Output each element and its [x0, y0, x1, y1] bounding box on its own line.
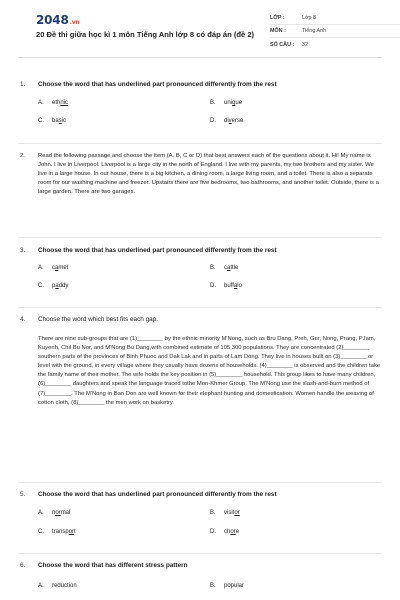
- page-header: [18, 0, 382, 58]
- question-4: [18, 315, 382, 408]
- meta-label: SỐ CÂU :: [270, 41, 295, 48]
- logo-suffix: .vn: [69, 19, 80, 26]
- question-number: 4.: [20, 316, 26, 323]
- answer-option-b[interactable]: B. cattle: [210, 265, 239, 271]
- answer-option-d[interactable]: D. buffalo: [210, 283, 242, 289]
- question-2: [18, 152, 382, 197]
- question-number: 2.: [20, 153, 25, 159]
- site-logo[interactable]: [36, 13, 79, 27]
- meta-value: Lớp 8: [302, 15, 317, 21]
- page-title: 20 Đề thi giữa học kì 1 môn Tiếng Anh lớp 8 có đáp án (đề 2): [36, 30, 255, 39]
- question-5: [18, 490, 382, 548]
- reading-passage: There are nine sub-groups that are (1)________ by the ethnic minority M'Nong, such as Bru Dang, Preh, Ger, Nong, Prang, PJam, Kuyenh, Chil Bu Nor, and M'Nong Bu Dang,with combined estimate of 105,300 populations. They are concentrated (2)________ southern parts of the provinces of Binh Phuoc and Dak Lak and in parts of Lam Dong. They live in houses built on (3)________ or level with the ground, in every village where they usually have dozens of households. (4)________ is observed and the children take the family name of their mother. The wife holds the key position in (5)________ household. This group likes to have many children, (6)________ daughters and speak the language traced tothe Mon-Khmer Group. The M'Nong use the slash-and-burn method of (7)________. The M'Nong in Ban Don are well known for their elephant hunting and domestication. Women handle the weaving of cotton cloth, (8)________ the men work on basketry.: [38, 336, 381, 406]
- question-prompt: Choose the word that has underlined part pronounced differently from the rest: [38, 247, 277, 254]
- divider: [18, 307, 382, 308]
- answer-option-b[interactable]: B. visitor: [210, 510, 240, 516]
- answer-option-a[interactable]: A. reduction: [38, 583, 77, 589]
- question-prompt: Choose the word that has underlined part pronounced differently from the rest: [38, 491, 277, 498]
- meta-row-subject: [270, 25, 400, 38]
- answer-option-c[interactable]: C. paddy: [38, 283, 69, 289]
- divider: [18, 553, 382, 554]
- answer-option-c[interactable]: C. transport: [38, 529, 76, 535]
- question-prompt: Choose the word which best fits each gap.: [38, 316, 159, 323]
- meta-value: 32: [302, 41, 308, 48]
- divider: [18, 482, 382, 483]
- meta-label: LỚP :: [270, 15, 285, 21]
- question-3: [18, 246, 382, 303]
- answer-option-a[interactable]: A. camel: [38, 265, 69, 271]
- answer-option-a[interactable]: A. normal: [38, 510, 71, 516]
- divider: [18, 237, 382, 238]
- question-6: [18, 561, 382, 600]
- question-1: [18, 80, 382, 138]
- exam-meta: [270, 12, 400, 51]
- logo-text: 2048: [36, 13, 69, 27]
- answer-option-a[interactable]: A. ethnic: [38, 100, 69, 106]
- meta-row-grade: [270, 12, 400, 25]
- answer-option-d[interactable]: D. chore: [210, 529, 240, 535]
- meta-value: Tiếng Anh: [302, 28, 327, 34]
- question-number: 5.: [20, 491, 26, 498]
- answer-option-d[interactable]: D. diverse: [210, 118, 244, 124]
- question-number: 6.: [20, 562, 26, 569]
- meta-label: MÔN :: [270, 28, 286, 34]
- meta-row-count: [270, 38, 400, 51]
- divider: [18, 143, 382, 144]
- question-prompt: Choose the word that has underlined part pronounced differently from the rest: [38, 81, 277, 88]
- question-passage: Read the following passage and choose the item (A, B, C or D) that best answers each of the questions about it. Hi! My name is John. I live in Liverpool. Liverpool is a large city in the north of England. I live with my parents, my two brothers and my sister. We live in a large house. In our house, there is a big kitchen, a dining room, a large living room, and a toilet. There is also a separate room for our washing machine and freezer. Upstairs there are five bedrooms, two bathrooms, and another toilet. Outside, there is a large garden. There are two garages.: [38, 153, 379, 196]
- answer-option-b[interactable]: B. unique: [210, 100, 243, 106]
- question-number: 3.: [20, 247, 26, 254]
- answer-option-b[interactable]: B. popular: [210, 583, 245, 589]
- answer-option-c[interactable]: C. basic: [38, 118, 67, 124]
- question-prompt: Choose the word that has different stress pattern: [38, 562, 188, 569]
- question-number: 1.: [20, 81, 26, 88]
